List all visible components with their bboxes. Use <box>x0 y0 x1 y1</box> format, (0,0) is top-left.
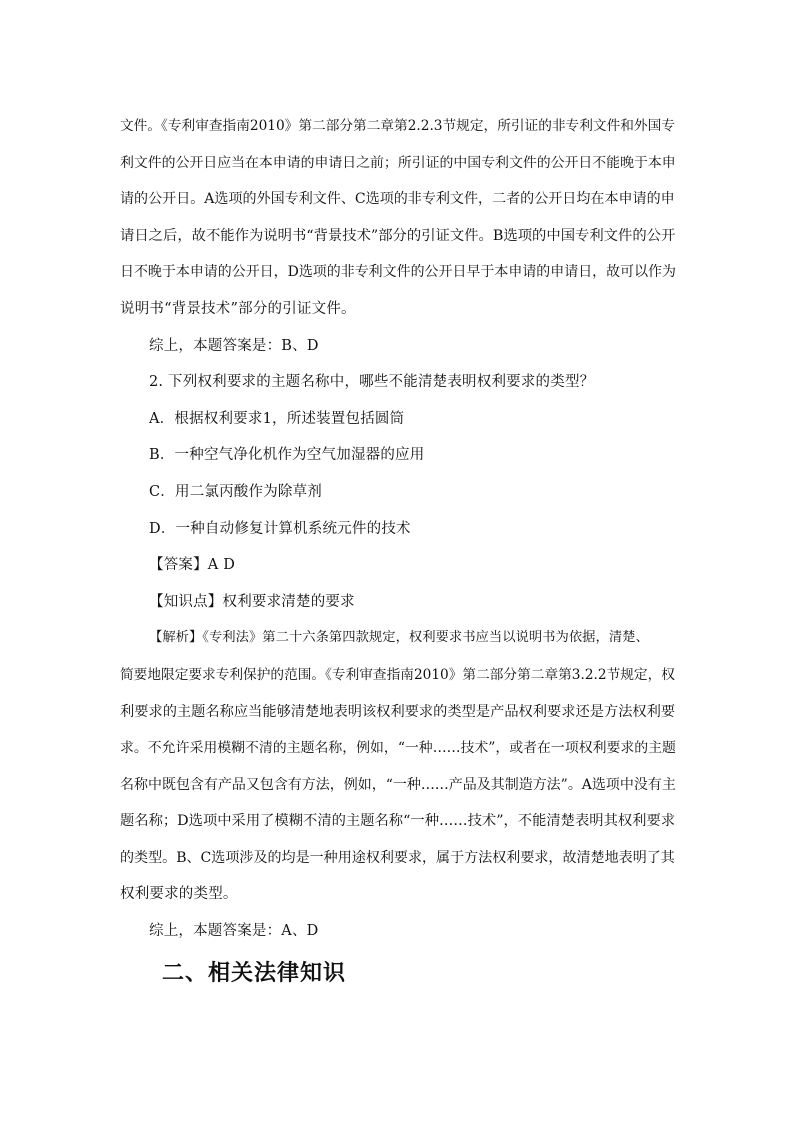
option-c: C．用二氯丙酸作为除草剂 <box>149 483 322 500</box>
text-line: 权利要求的类型。 <box>120 886 238 903</box>
text-line: 利要求的主题名称应当能够清楚地表明该权利要求的类型是产品权利要求还是方法权利要 <box>120 703 676 720</box>
summary-answer-1: 综上，本题答案是：B、D <box>149 337 319 354</box>
analysis-paragraph <box>120 620 676 913</box>
text-line: 说明书“背景技术”部分的引证文件。 <box>120 300 356 317</box>
text-line: 题名称；D选项中采用了模糊不清的主题名称“一种……技术”，不能清楚表明其权利要求 <box>120 813 676 830</box>
knowledge-point: 【知识点】权利要求清楚的要求 <box>149 593 355 610</box>
text-line: 利文件的公开日应当在本申请的申请日之前；所引证的中国专利文件的公开日不能晚于本申 <box>120 154 676 171</box>
text-line: 名称中既包含有产品又包含有方法，例如，“一种……产品及其制造方法”。A选项中没有主 <box>120 776 676 793</box>
text-line: 请的公开日。A选项的外国专利文件、C选项的非专利文件，二者的公开日均在本申请的申 <box>120 191 675 208</box>
text-line: 简要地限定要求专利保护的范围。《专利审查指南2010》第二部分第二章第3.2.2节规定，权 <box>120 666 675 683</box>
answer-line: 【答案】A D <box>149 557 236 574</box>
option-d: D．一种自动修复计算机系统元件的技术 <box>149 520 411 537</box>
option-a: A．根据权利要求1，所述装置包括圆筒 <box>149 410 405 427</box>
text-line: 求。不允许采用模糊不清的主题名称，例如，“一种……技术”，或者在一项权利要求的主题 <box>120 740 676 757</box>
text-line: 文件。《专利审查指南2010》第二部分第二章第2.2.3节规定，所引证的非专利文件和外国专 <box>120 118 675 134</box>
continuation-paragraph <box>120 108 676 328</box>
text-line: 的类型。B、C选项涉及的均是一种用途权利要求，属于方法权利要求，故清楚地表明了其 <box>120 849 675 866</box>
question-stem: 2. 下列权利要求的主题名称中，哪些不能清楚表明权利要求的类型？ <box>149 374 595 391</box>
summary-answer-2: 综上，本题答案是：A、D <box>149 923 319 940</box>
page-content <box>120 108 676 994</box>
text-line: 【解析】《专利法》第二十六条第四款规定，权利要求书应当以说明书为依据，清楚、 <box>149 630 649 646</box>
text-line: 日不晚于本申请的公开日，D选项的非专利文件的公开日早于本申请的申请日，故可以作为 <box>120 264 676 281</box>
section-heading: 二、相关法律知识 <box>162 960 347 986</box>
text-line: 请日之后，故不能作为说明书“背景技术”部分的引证文件。B选项的中国专利文件的公开 <box>120 227 676 244</box>
option-b: B．一种空气净化机作为空气加湿器的应用 <box>149 447 425 464</box>
